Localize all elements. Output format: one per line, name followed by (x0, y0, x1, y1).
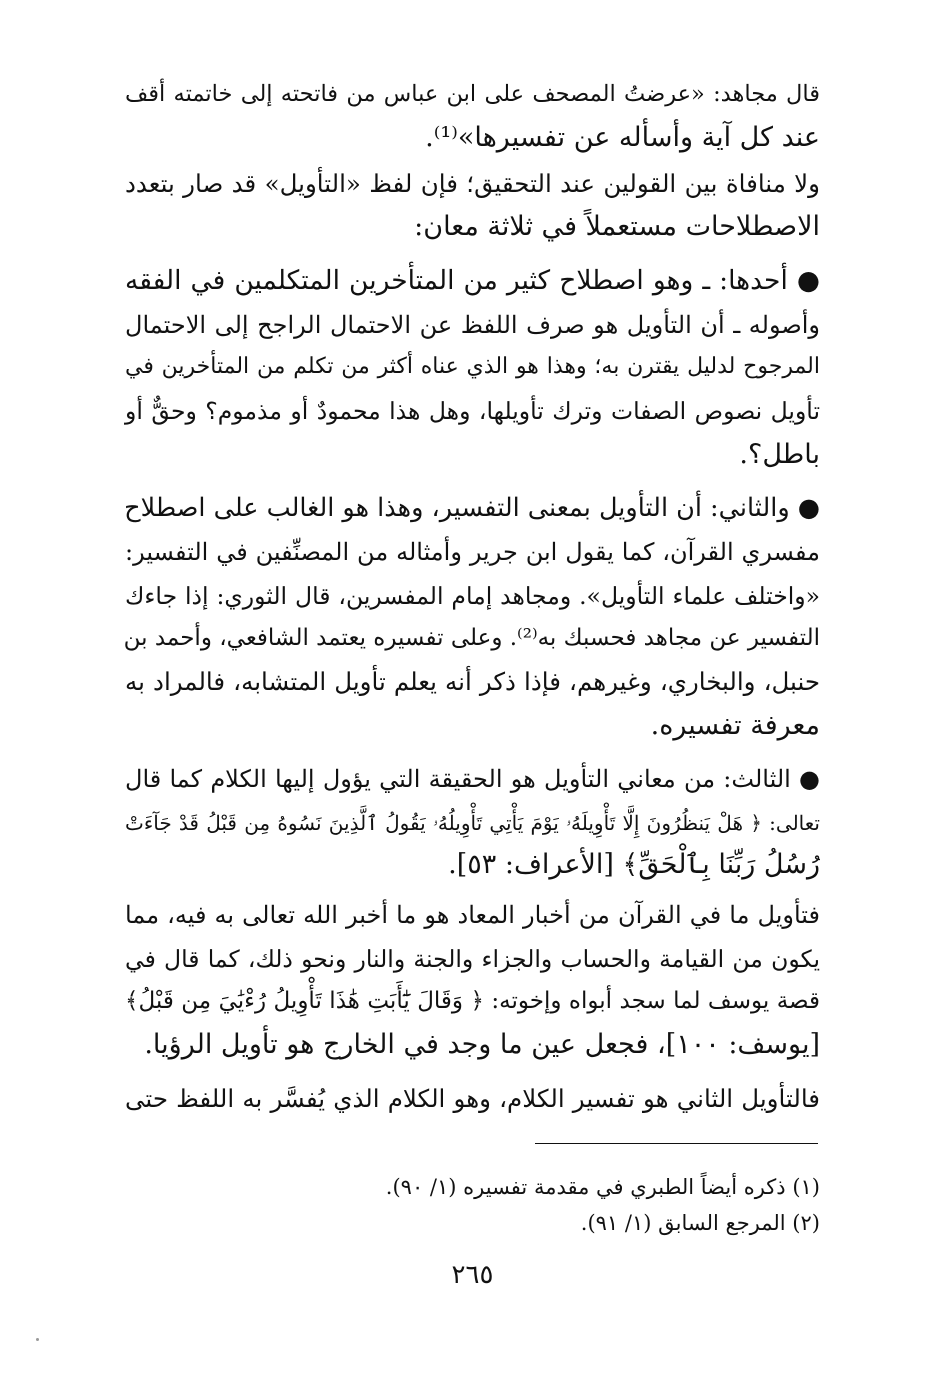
text-line: حنبل، والبخاري، وغيرهم، فإذا ذكر أنه يعلم تأويل المتشابه، فالمراد به (125, 667, 820, 696)
text-line: الاصطلاحات مستعملاً في ثلاثة معان: (414, 211, 820, 242)
text-line: تأويل نصوص الصفات وترك تأويلها، وهل هذا محمودٌ أو مذموم؟ وحقٌّ أو (125, 397, 820, 425)
footnote: (٢) المرجع السابق (١/ ٩١). (580, 1211, 820, 1235)
footnote: (١) ذكره أيضاً الطبري في مقدمة تفسيره (١/ ٩٠). (385, 1175, 820, 1199)
quran-verse-line: رُسُلُ رَبِّنَا بِٱلْحَقِّ﴾ [الأعراف: ٥٣]. (448, 849, 820, 880)
text-line: يكون من القيامة والحساب والجزاء والجنة والنار ونحو ذلك، كما قال في (125, 945, 820, 973)
text-line: فتأويل ما في القرآن من أخبار المعاد هو ما أخبر الله تعالى به فيه، مما (125, 901, 820, 929)
text-line: «واختلف علماء التأويل». ومجاهد إمام المفسرين، قال الثوري: إذا جاءك (125, 582, 820, 610)
page-number: ٢٦٥ (451, 1260, 494, 1290)
footnote-separator (535, 1143, 818, 1144)
text-line: ● أحدها: ـ وهو اصطلاح كثير من المتأخرين المتكلمين في الفقه (125, 265, 820, 296)
text-line: وأصوله ـ أن التأويل هو صرف اللفظ عن الاحتمال الراجح إلى الاحتمال (125, 311, 821, 339)
text-line: مفسري القرآن، كما يقول ابن جرير وأمثاله من المصنِّفين في التفسير: (125, 538, 820, 566)
quran-verse-line: تعالى: ﴿ هَلْ يَنظُرُونَ إِلَّا تَأْوِيلَهُۥ يَوْمَ يَأْتِي تَأْوِيلُهُۥ يَقُولُ ٱلَّذِينَ نَسُوهُ مِن قَبْلُ قَدْ جَآءَتْ (125, 811, 820, 835)
text-line: التفسير عن مجاهد فحسبك به⁽²⁾. وعلى تفسيره يعتمد الشافعي، وأحمد بن (123, 625, 820, 651)
text-line: باطل؟. (739, 439, 820, 470)
text-line: فالتأويل الثاني هو تفسير الكلام، وهو الكلام الذي يُفسَّر به اللفظ حتى (125, 1084, 820, 1113)
text-line: معرفة تفسيره. (650, 710, 820, 741)
text-line: [يوسف: ١٠٠]، فجعل عين ما وجد في الخارج هو تأويل الرؤيا. (144, 1029, 820, 1060)
text-line: ● الثالث: من معاني التأويل هو الحقيقة التي يؤول إليها الكلام كما قال (125, 765, 820, 793)
text-line: ولا منافاة بين القولين عند التحقيق؛ فإن لفظ «التأويل» قد صار بتعدد (125, 169, 820, 198)
text-line: ● والثاني: أن التأويل بمعنى التفسير، وهذا هو الغالب على اصطلاح (124, 493, 820, 523)
text-line: قال مجاهد: «عرضتُ المصحف على ابن عباس من فاتحته إلى خاتمته أقف (125, 81, 820, 107)
scan-speck (36, 1338, 39, 1341)
text-line: المرجوح لدليل يقترن به؛ وهذا هو الذي عناه أكثر من تكلم من المتأخرين في (125, 354, 820, 379)
text-line: عند كل آية وأسأله عن تفسيرها»⁽¹⁾. (425, 122, 820, 153)
quran-verse-line: قصة يوسف لما سجد أبواه وإخوته: ﴿ وَقَالَ يَٰٓأَبَتِ هَٰذَا تَأْوِيلُ رُءْيَٰيَ مِن قَبْلُ﴾ (125, 988, 820, 1014)
